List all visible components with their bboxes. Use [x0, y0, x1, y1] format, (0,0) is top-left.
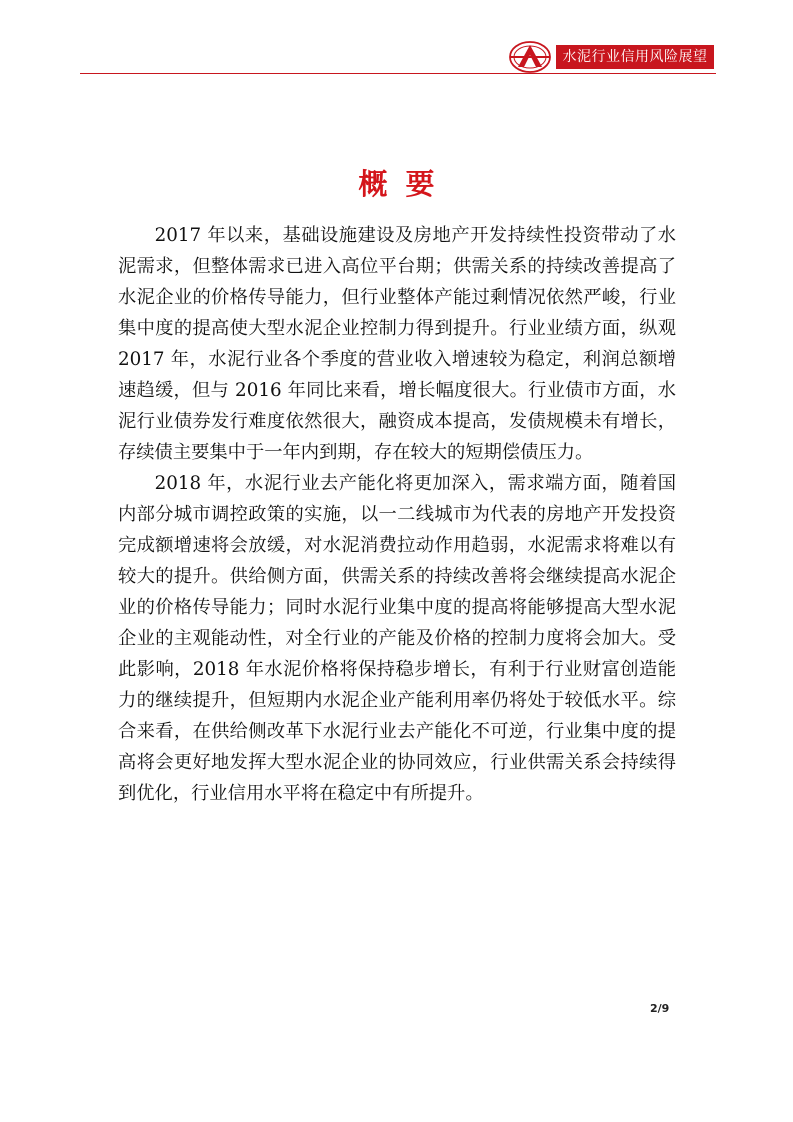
summary-paragraph-2: 2018 年，水泥行业去产能化将更加深入，需求端方面，随着国内部分城市调控政策的实施，以一二线城市为代表的房地产开发投资完成额增速将会放缓，对水泥消费拉动作用趋弱，水泥需求将难以有较大的提升。供给侧方面，供需关系的持续改善将会继续提高水泥企业的价格传导能力；同时水泥行业集中度的提高将能够提高大型水泥企业的主观能动性，对全行业的产能及价格的控制力度将会加大。受此影响，2018 年水泥价格将保持稳步增长，有利于行业财富创造能力的继续提升，但短期内水泥企业产能利用率仍将处于较低水平。综合来看，在供给侧改革下水泥行业去产能化不可逆，行业集中度的提高将会更好地发挥大型水泥企业的协同效应，行业供需关系会持续得到优化，行业信用水平将在稳定中有所提升。 [118, 473, 676, 804]
page-title: 概要 [358, 167, 453, 201]
summary-paragraph-1: 2017 年以来，基础设施建设及房地产开发持续性投资带动了水泥需求，但整体需求已进入高位平台期；供需关系的持续改善提高了水泥企业的价格传导能力，但行业整体产能过剩情况依然严峻，行业集中度的提高使大型水泥企业控制力得到提升。行业业绩方面，纵观 2017 年，水泥行业各个季度的营业收入增速较为稳定，利润总额增速趋缓，但与 2016 年同比来看，增长幅度很大。行业债市方面，水泥行业债券发行难度依然很大，融资成本提高，发债规模未有增长，存续债主要集中于一年内到期，存在较大的短期偿债压力。 [118, 225, 676, 463]
page-header [508, 40, 716, 74]
page-number: 2/9 [650, 1002, 670, 1015]
summary-body [118, 220, 676, 809]
report-series-tag: 水泥行业信用风险展望 [556, 45, 714, 69]
company-logo-icon [508, 40, 554, 74]
header-divider [80, 73, 716, 74]
